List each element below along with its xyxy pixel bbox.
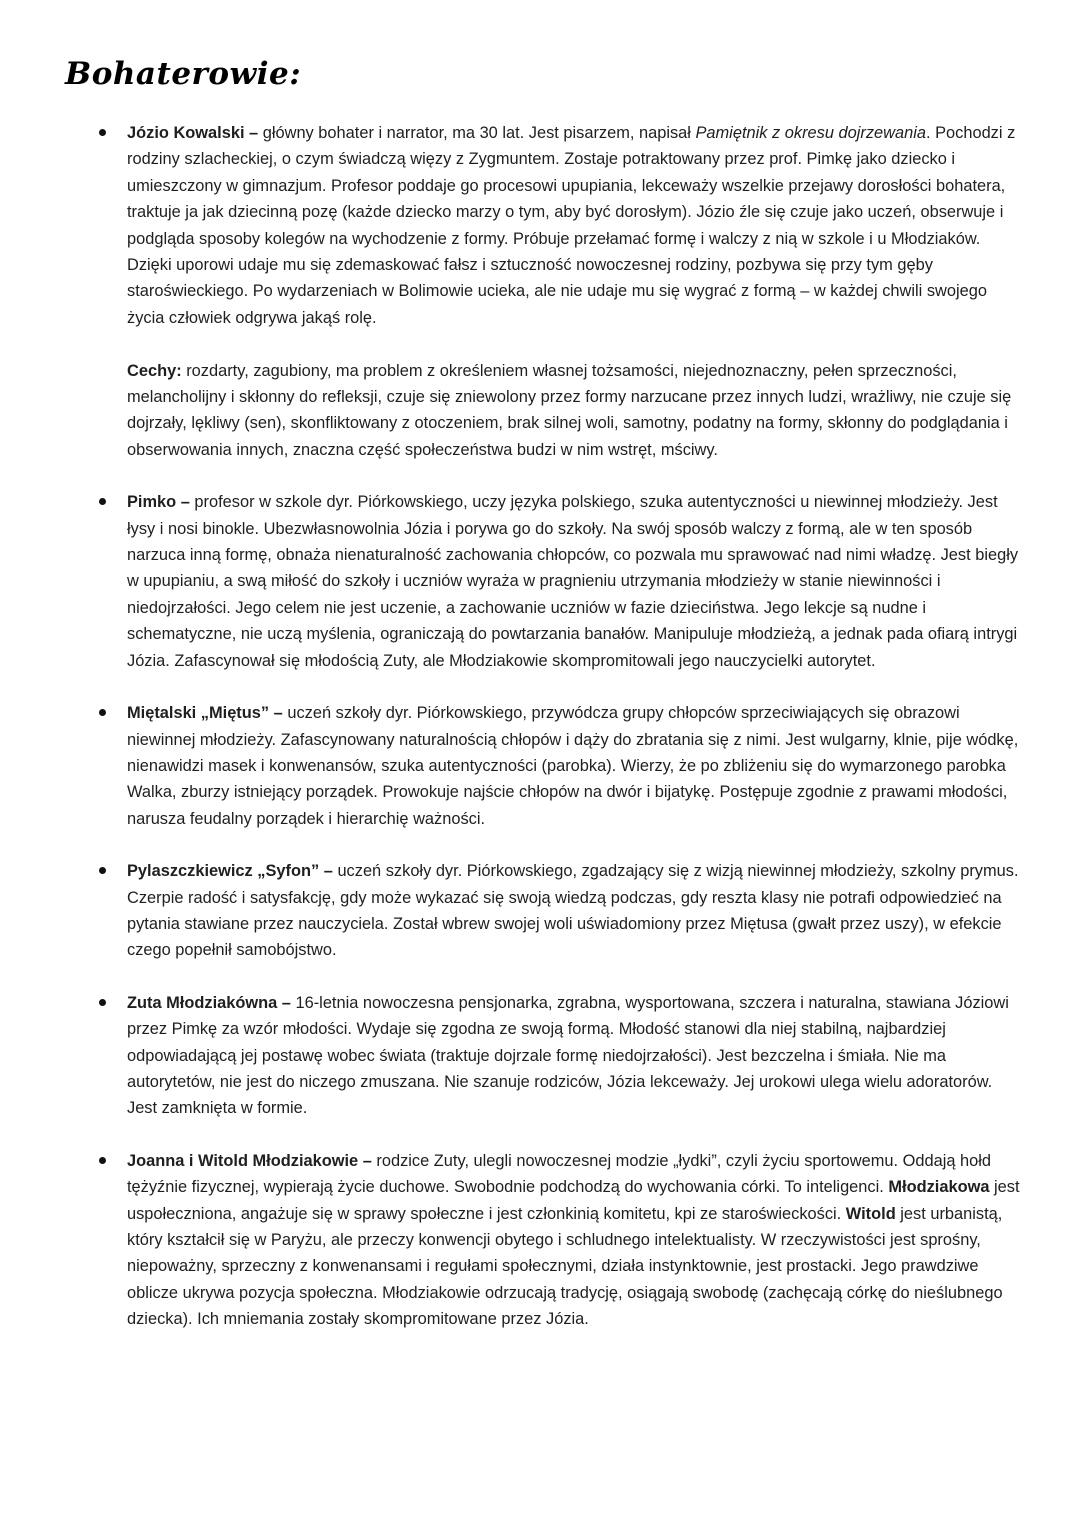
paragraph <box>127 120 1020 331</box>
character-list <box>65 120 1020 1333</box>
text-run: jest urbanistą, który kształcił się w Paryżu, ale przeczy konwencji obytego i schludnego intelektualisty. W rzeczywistości jest sprośny, niepoważny, sprzeczny z konwenansami i regułami społecznymi, działa instynktownie, jest prostacki. Jego prawdziwe oblicze ukrywa pozycja społeczna. Młodziakowie odrzucają tradycję, osiągają swobodę (zachęcają córkę do nieślubnego dziecka). Ich mniemania zostały skompromitowane przez Józia. <box>127 1204 1003 1329</box>
page-title: Bohaterowie: <box>65 56 302 92</box>
bold-text-run: Józio Kowalski – <box>127 124 263 142</box>
text-run: . Pochodzi z rodziny szlacheckiej, o czym świadczą więzy z Zygmuntem. Zostaje potraktowany przez prof. Pimkę jako dziecko i umieszczony w gimnazjum. Profesor poddaje go procesowi upupiania, lekceważy wszelkie przejawy dorosłości bohatera, traktuje ja jak dziecinną pozę (każde dziecko marzy o tym, aby być dorosłym). Józio źle się czuje jako uczeń, obserwuje i podgląda sposoby kolegów na wychodzenie z formy. Próbuje przełamać formę i walczy z nią w szkole i u Młodziaków. Dzięki uporowi udaje mu się zdemaskować fałsz i sztuczność nowoczesnej rodziny, pozbywa się przy tym gęby staroświeckiego. Po wydarzeniach w Bolimowie ucieka, ale nie udaje mu się wygrać z formą – w każdej chwili swojego życia człowiek odgrywa jakąś rolę. <box>127 124 1016 327</box>
character-item-pylaszczkiewicz-syfon <box>127 858 1020 964</box>
text-run: główny bohater i narrator, ma 30 lat. Jest pisarzem, napisał <box>262 124 696 142</box>
text-run: rozdarty, zagubiony, ma problem z określeniem własnej tożsamości, niejednoznaczny, pełen sprzeczności, melancholijny i skłonny do refleksji, czuje się zniewolony przez formy narzucane przez innych ludzi, wrażliwy, nie czuje się dojrzały, lękliwy (sen), skonfliktowany z otoczeniem, brak silnej woli, samotny, podatny na formy, skłonny do podglądania i obserwowania innych, znaczna część społeczeństwa budzi w nim wstręt, mściwy. <box>127 361 1012 459</box>
bullet-icon <box>99 999 106 1006</box>
bold-text-run: Witold <box>845 1204 896 1223</box>
paragraph <box>127 358 1020 464</box>
bold-text-run: Zuta Młodziakówna – <box>127 993 296 1012</box>
paragraph <box>127 990 1020 1122</box>
text-run: uczeń szkoły dyr. Piórkowskiego, przywódcza grupy chłopców sprzeciwiających się obrazowi niewinnej młodzieży. Zafascynowany naturalnością chłopów i dąży do zbratania się z nimi. Jest wulgarny, klnie, pije wódkę, nienawidzi masek i konwenansów, szuka autentyczności (parobka). Wierzy, że po zbliżeniu się do wymarzonego parobka Walka, zburzy istniejący porządek. Prowokuje najście chłopów na dwór i bijatykę. Postępuje zgodnie z prawami młodości, narusza feudalny porządek i hierarchię ważności. <box>127 704 1019 828</box>
character-item-mietalski-mietus <box>127 700 1020 832</box>
text-run: 16-letnia nowoczesna pensjonarka, zgrabna, wysportowana, szczera i naturalna, stawiana Józiowi przez Pimkę za wzór młodości. Wydaje się zgodna ze swoją formą. Młodość stanowi dla niej stabilną, najbardziej odpowiadającą jej postawę wobec świata (traktuje dojrzale formę niedojrzałości). Jest bezczelna i śmiała. Nie ma autorytetów, nie jest do niczego zmuszana. Nie szanuje rodziców, Józia lekceważy. Jej urokowi ulega wielu adoratorów. Jest zamknięta w formie. <box>127 993 1009 1118</box>
paragraph <box>127 489 1020 674</box>
bold-text-run: Cechy: <box>127 361 187 380</box>
character-item-pimko <box>127 489 1020 674</box>
text-run: rodzice Zuty, ulegli nowoczesnej modzie „łydki”, czyli życiu sportowemu. Oddają hołd tężyźnie fizycznej, wypierają życie duchowe. Swobodnie podchodzą do wychowania córki. To inteligenci. <box>127 1151 991 1197</box>
bold-text-run: Pimko – <box>127 493 195 512</box>
paragraph <box>127 700 1020 832</box>
paragraph <box>127 858 1020 964</box>
character-item-jozio-kowalski <box>127 120 1020 463</box>
bold-text-run: Pylaszczkiewicz „Syfon” – <box>127 862 338 881</box>
text-run: uczeń szkoły dyr. Piórkowskiego, zgadzający się z wizją niewinnej młodzieży, szkolny prymus. Czerpie radość i satysfakcję, gdy może wykazać się swoją wiedzą podczas, gdy reszta klasy nie potrafi odpowiedzieć na pytania stawiane przez nauczyciela. Został wbrew swojej woli uświadomiony przez Miętusa (gwałt przez uszy), w efekcie czego popełnił samobójstwo. <box>127 862 1019 960</box>
bullet-icon <box>99 129 106 136</box>
text-run: jest uspołeczniona, angażuje się w sprawy społeczne i jest członkinią komitetu, kpi ze staroświeckości. <box>127 1178 1020 1223</box>
character-item-zuta-mlodziakowna <box>127 990 1020 1122</box>
italic-text-run: Pamiętnik z okresu dojrzewania <box>695 124 926 142</box>
character-item-joanna-witold-mlodziakowie <box>127 1148 1020 1333</box>
paragraph <box>127 1148 1020 1333</box>
bold-text-run: Joanna i Witold Młodziakowie – <box>127 1151 377 1170</box>
bold-text-run: Młodziakowa <box>888 1178 990 1197</box>
bullet-icon <box>99 709 106 716</box>
bold-text-run: Miętalski „Miętus” – <box>127 704 288 723</box>
bullet-icon <box>99 867 106 874</box>
bullet-icon <box>99 498 106 505</box>
bullet-icon <box>99 1157 106 1164</box>
text-run: profesor w szkole dyr. Piórkowskiego, uczy języka polskiego, szuka autentyczności u niewinnej młodzieży. Jest łysy i nosi binokle. Ubezwłasnowolnia Józia i porywa go do szkoły. Na swój sposób walczy z formą, ale w ten sposób narzuca inną formę, obnaża nienaturalność zachowania chłopców, co pozwala mu sprawować nad nimi władzę. Jest biegły w upupianiu, a swą miłość do szkoły i uczniów wyraża w pragnieniu utrzymania młodzieży w stanie niewinności i niedojrzałości. Jego celem nie jest uczenie, a zachowanie uczniów w fazie dzieciństwa. Jego lekcje są nudne i schematyczne, nie uczą myślenia, ograniczają do powtarzania banałów. Manipuluje młodzieżą, a jednak pada ofiarą intrygi Józia. Zafascynował się młodością Zuty, ale Młodziakowie skompromitowali jego nauczycielki autorytet. <box>127 493 1019 670</box>
